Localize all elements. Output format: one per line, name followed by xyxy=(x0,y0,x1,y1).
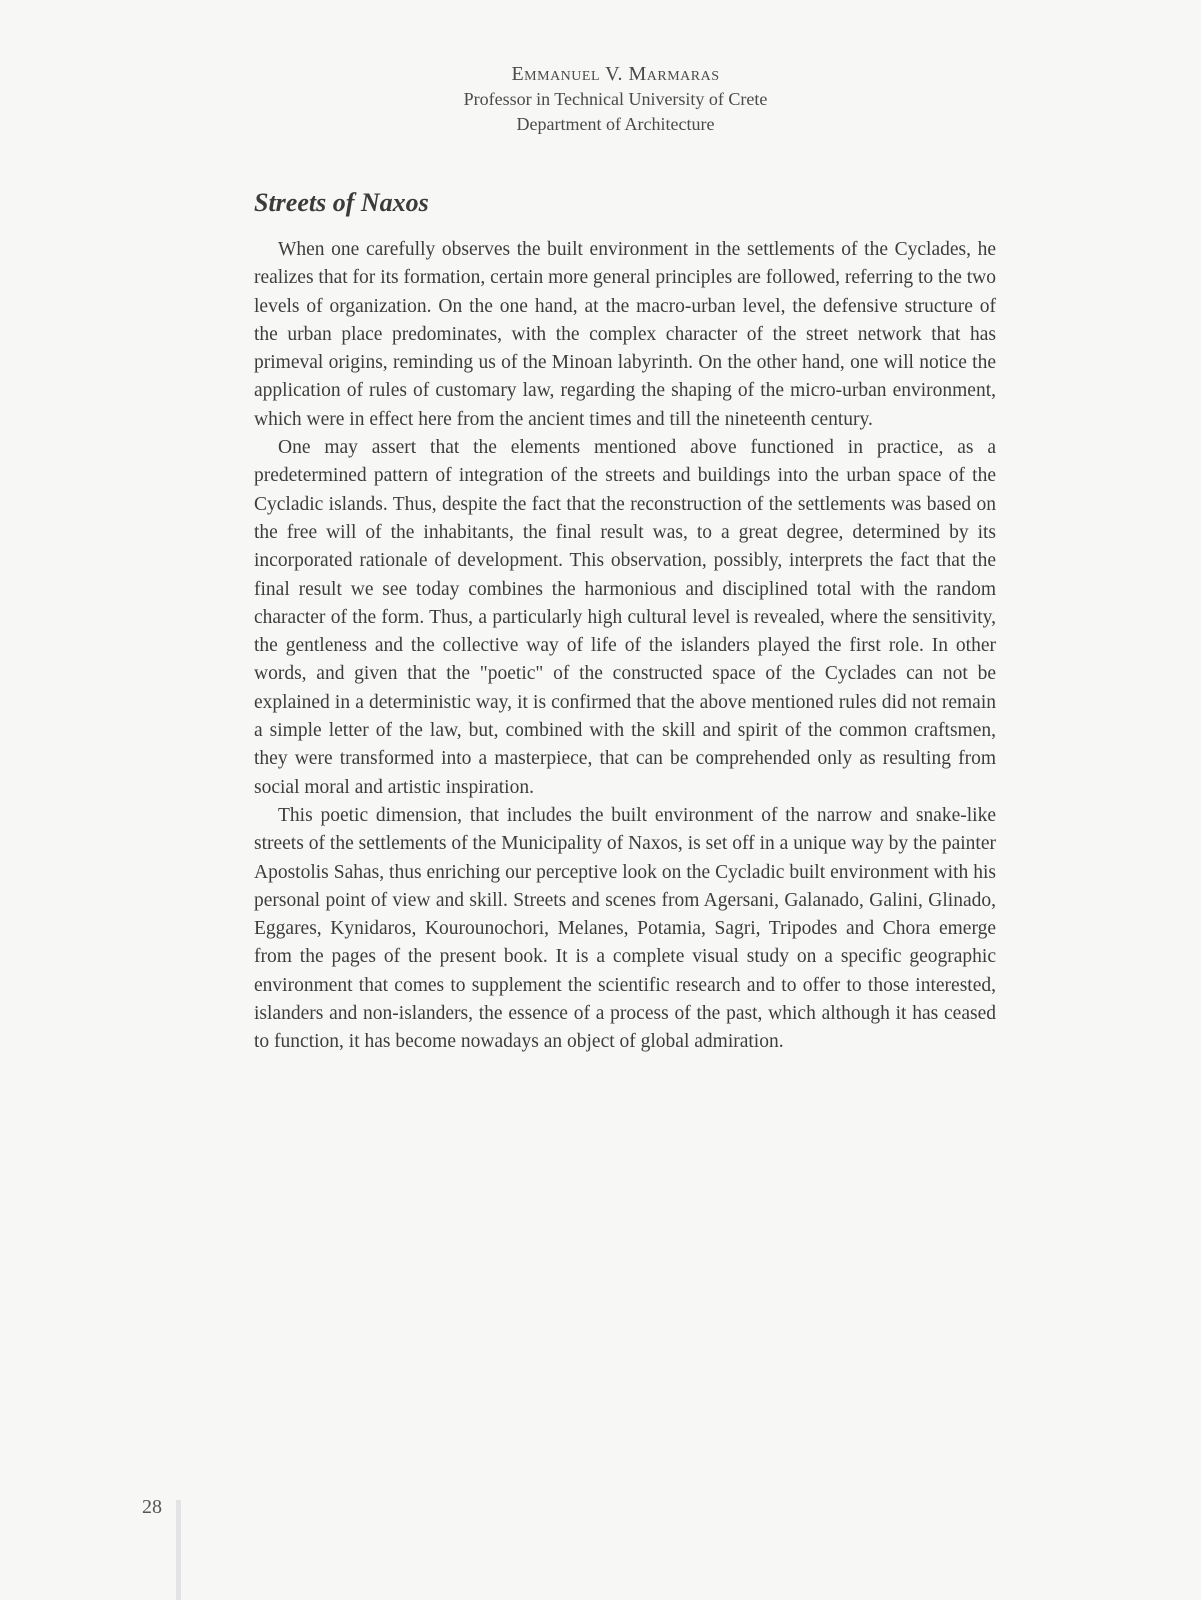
page-margin-rule xyxy=(176,1500,181,1600)
paragraph-3: This poetic dimension, that includes the built environment of the narrow and snake-like streets of the settlements of the Municipality of Naxos, is set off in a unique way by the painter Apostolis Sahas, thus enriching our perceptive look on the Cycladic built environment with his personal point of view and skill. Streets and scenes from Agersani, Galanado, Galini, Glinado, Eggares, Kynidaros, Kourounochori, Melanes, Potamia, Sagri, Tripodes and Chora emerge from the pages of the present book. It is a complete visual study on a specific geographic environment that comes to supplement the scientific research and to offer to those interested, islanders and non-islanders, the essence of a process of the past, which although it has ceased to function, it has become nowadays an object of global admiration. xyxy=(254,804,996,1053)
article-title: Streets of Naxos xyxy=(254,188,429,217)
author-position: Professor in Technical University of Crete xyxy=(463,89,768,109)
paragraph-2: One may assert that the elements mentioned above functioned in practice, as a predetermined pattern of integration of the streets and buildings into the urban space of the Cycladic islands. Thus, despite the fact that the reconstruction of the settlements was based on the free will of the inhabitants, the final result was, to a great degree, determined by its incorporated rationale of development. This observation, possibly, interprets the fact that the final result we see today combines the harmonious and disciplined total with the random character of the form. Thus, a particularly high cultural level is revealed, where the sensitivity, the gentleness and the collective way of life of the islanders played the first role. In other words, and given that the "poetic" of the constructed space of the Cyclades can not be explained in a deterministic way, it is confirmed that the above mentioned rules did not remain a simple letter of the law, but, combined with the skill and spirit of the common craftsmen, they were transformed into a masterpiece, that can be comprehended only as resulting from social moral and artistic inspiration. xyxy=(254,437,996,798)
paragraph-1: When one carefully observes the built environment in the settlements of the Cyclades, he realizes that for its formation, certain more general principles are followed, referring to the two levels of organization. On the one hand, at the macro-urban level, the defensive structure of the urban place predominates, with the complex character of the street network that has primeval origins, reminding us of the Minoan labyrinth. On the other hand, one will notice the application of rules of customary law, regarding the shaping of the micro-urban environment, which were in effect here from the ancient times and till the nineteenth century. xyxy=(254,239,996,430)
author-name: Emmanuel V. Marmaras xyxy=(511,63,720,85)
page-header xyxy=(0,62,1201,137)
author-department: Department of Architecture xyxy=(516,114,715,134)
article-body xyxy=(254,236,996,1057)
page-number: 28 xyxy=(142,1496,162,1518)
